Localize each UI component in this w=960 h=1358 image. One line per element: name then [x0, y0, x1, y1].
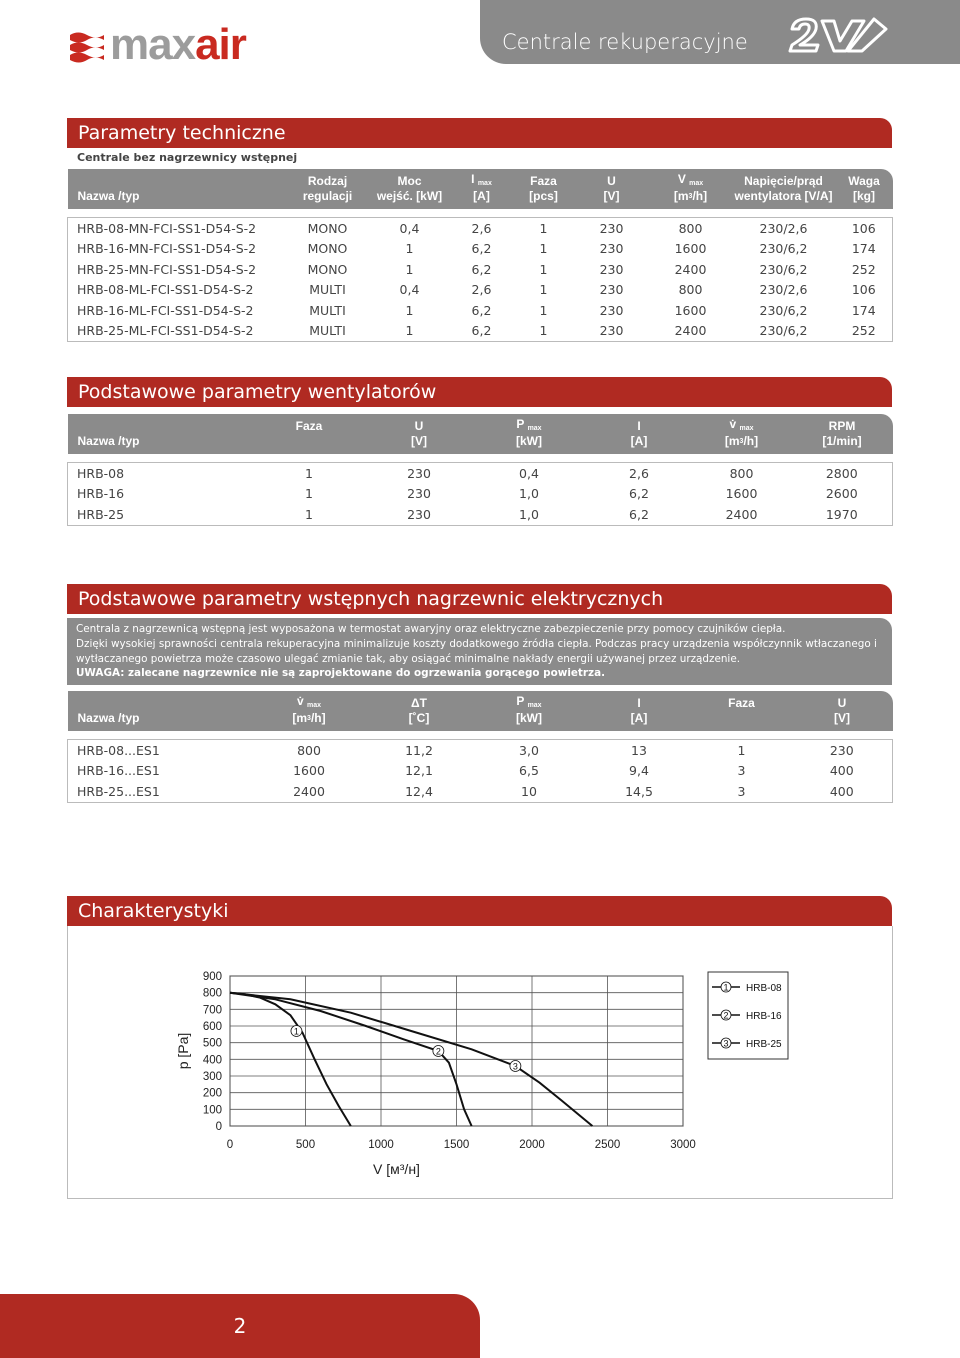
heaters-table	[67, 691, 893, 803]
charts-title: Charakterystyki	[67, 896, 892, 926]
th-name: Nazwa /typ	[68, 414, 252, 454]
x-tick-label: 0	[226, 1139, 234, 1151]
table-row: HRB-08-MN-FCI-SS1-D54-S-2 MONO 0,4 2,6 1 230 800 230/2,6 106	[68, 218, 893, 239]
th-power: P max [kW]	[472, 414, 587, 454]
heaters-table-header	[68, 691, 893, 731]
chart-box	[67, 926, 893, 1199]
logo-max: max	[110, 20, 196, 69]
th-name: Nazwa /typ	[68, 169, 286, 209]
tech-subtitle: Centrale bez nagrzewnicy wstępnej	[77, 151, 298, 164]
legend-entry: HRB-08	[746, 983, 782, 994]
legend-entry: HRB-16	[746, 1011, 782, 1022]
y-tick-label: 100	[202, 1104, 222, 1117]
x-tick-label: 500	[295, 1139, 316, 1151]
th-current: I max [A]	[450, 169, 514, 209]
logo-text	[110, 20, 246, 69]
heaters-info-box	[67, 618, 892, 685]
legend-marker-label: 3	[723, 1038, 729, 1049]
tech-section	[67, 118, 892, 342]
th-voltage: U [V]	[574, 169, 650, 209]
table-row: HRB-25...ES1 2400 12,4 10 14,5 3 400	[68, 781, 893, 802]
th-current: I [A]	[587, 691, 692, 731]
x-tick-label: 2500	[594, 1139, 621, 1151]
th-rpm: RPM [1/min]	[792, 414, 893, 454]
th-phase: Faza	[252, 414, 367, 454]
table-row: HRB-08 1 230 0,4 2,6 800 2800	[68, 463, 893, 484]
y-tick-label: 0	[215, 1121, 222, 1133]
th-airflow: V max $[m^3/h]$	[650, 169, 732, 209]
tech-table-header	[68, 169, 893, 209]
y-tick-label: 200	[202, 1087, 222, 1100]
header-banner	[480, 0, 960, 64]
th-name: Nazwa /typ	[68, 691, 252, 731]
th-power: Moc wejść. [kW]	[370, 169, 450, 209]
y-tick-label: 900	[202, 971, 222, 983]
tech-table	[67, 169, 893, 342]
th-voltage: U [V]	[792, 691, 893, 731]
heaters-info-2: Dzięki wysokiej sprawności centrala rekuperacyjna minimalizuje koszty dodatkowego źródła ciepła. Podczas pracy urządzenia współczynnik wtłaczanego i wytłaczanego powietrza może czasowo ulegać zmianie tak, aby osiągać minimalne nakłady energii używanej przez urządzenie.	[76, 637, 877, 665]
2vv-logo-icon	[786, 13, 890, 57]
tech-title: Parametry techniczne	[67, 118, 892, 148]
th-voltage: U [V]	[367, 414, 472, 454]
legend-marker-label: 1	[723, 982, 729, 993]
heaters-table-body	[68, 740, 893, 803]
fans-section	[67, 377, 892, 526]
x-axis-label: V [м³/н]	[373, 1161, 420, 1177]
series-marker-label: 2	[435, 1046, 441, 1057]
th-weight: Waga [kg]	[836, 169, 893, 209]
th-regulation: Rodzaj regulacji	[286, 169, 370, 209]
fans-table-body	[68, 463, 893, 526]
table-row: HRB-25-ML-FCI-SS1-D54-S-2 MULTI 1 6,2 1 230 2400 230/6,2 252	[68, 321, 893, 342]
table-row: HRB-16-ML-FCI-SS1-D54-S-2 MULTI 1 6,2 1 230 1600 230/6,2 174	[68, 300, 893, 321]
legend-entry: HRB-25	[746, 1039, 782, 1050]
heaters-title: Podstawowe parametry wstępnych nagrzewnic elektrycznych	[67, 584, 892, 614]
fans-table-header	[68, 414, 893, 454]
y-axis-label: p [Pa]	[175, 1032, 191, 1070]
series-marker-label: 3	[512, 1061, 518, 1072]
table-row: HRB-25-MN-FCI-SS1-D54-S-2 MONO 1 6,2 1 230 2400 230/6,2 252	[68, 259, 893, 280]
performance-chart	[68, 926, 892, 1198]
page-number: 2	[233, 1314, 247, 1338]
x-tick-label: 1000	[368, 1139, 394, 1151]
legend-marker-label: 2	[723, 1010, 729, 1021]
y-tick-label: 400	[202, 1054, 222, 1067]
heaters-info-1: Centrala z nagrzewnicą wstępną jest wyposażona w termostat awaryjny oraz elektryczne zabezpieczenie przy pomocy czujników ciepła.	[76, 623, 786, 635]
th-delta-t: ΔT [˚C]	[367, 691, 472, 731]
y-tick-label: 700	[202, 1004, 222, 1017]
maxair-logo	[68, 22, 246, 68]
footer-bar	[0, 1294, 480, 1358]
th-phase: Faza [pcs]	[514, 169, 574, 209]
table-row: HRB-16...ES1 1600 12,1 6,5 9,4 3 400	[68, 761, 893, 782]
th-airflow: v̇ max $[m^3/h]$	[252, 691, 367, 731]
header-title: Centrale rekuperacyjne	[502, 30, 748, 54]
maxair-waves-icon	[68, 27, 106, 63]
tech-table-body	[68, 218, 893, 342]
table-row: HRB-16 1 230 1,0 6,2 1600 2600	[68, 484, 893, 505]
x-tick-label: 1500	[443, 1139, 470, 1151]
y-tick-label: 800	[202, 987, 222, 1000]
heaters-warning: UWAGA: zalecane nagrzewnice nie są zaprojektowane do ogrzewania gorącego powietrza.	[76, 667, 606, 680]
th-phase: Faza	[692, 691, 792, 731]
fans-table	[67, 414, 893, 526]
table-row: HRB-08...ES1 800 11,2 3,0 13 1 230	[68, 740, 893, 761]
table-row: HRB-25 1 230 1,0 6,2 2400 1970	[68, 504, 893, 525]
logo-air: air	[195, 20, 246, 69]
y-tick-label: 600	[202, 1021, 222, 1033]
table-row: HRB-08-ML-FCI-SS1-D54-S-2 MULTI 0,4 2,6 1 230 800 230/2,6 106	[68, 280, 893, 301]
charts-section	[67, 896, 892, 926]
th-fan-voltage: Napięcie/prąd wentylatora [V/A]	[732, 169, 836, 209]
y-tick-label: 300	[202, 1071, 222, 1083]
x-tick-label: 2000	[519, 1139, 545, 1151]
table-row: HRB-16-MN-FCI-SS1-D54-S-2 MONO 1 6,2 1 230 1600 230/6,2 174	[68, 239, 893, 260]
fans-title: Podstawowe parametry wentylatorów	[67, 377, 892, 407]
y-tick-label: 500	[202, 1037, 222, 1050]
x-tick-label: 3000	[670, 1139, 696, 1151]
th-power: P max [kW]	[472, 691, 587, 731]
heaters-section	[67, 584, 892, 803]
th-airflow: v̇ max $[m^3/h]$	[692, 414, 792, 454]
th-current: I [A]	[587, 414, 692, 454]
series-marker-label: 1	[293, 1026, 299, 1037]
